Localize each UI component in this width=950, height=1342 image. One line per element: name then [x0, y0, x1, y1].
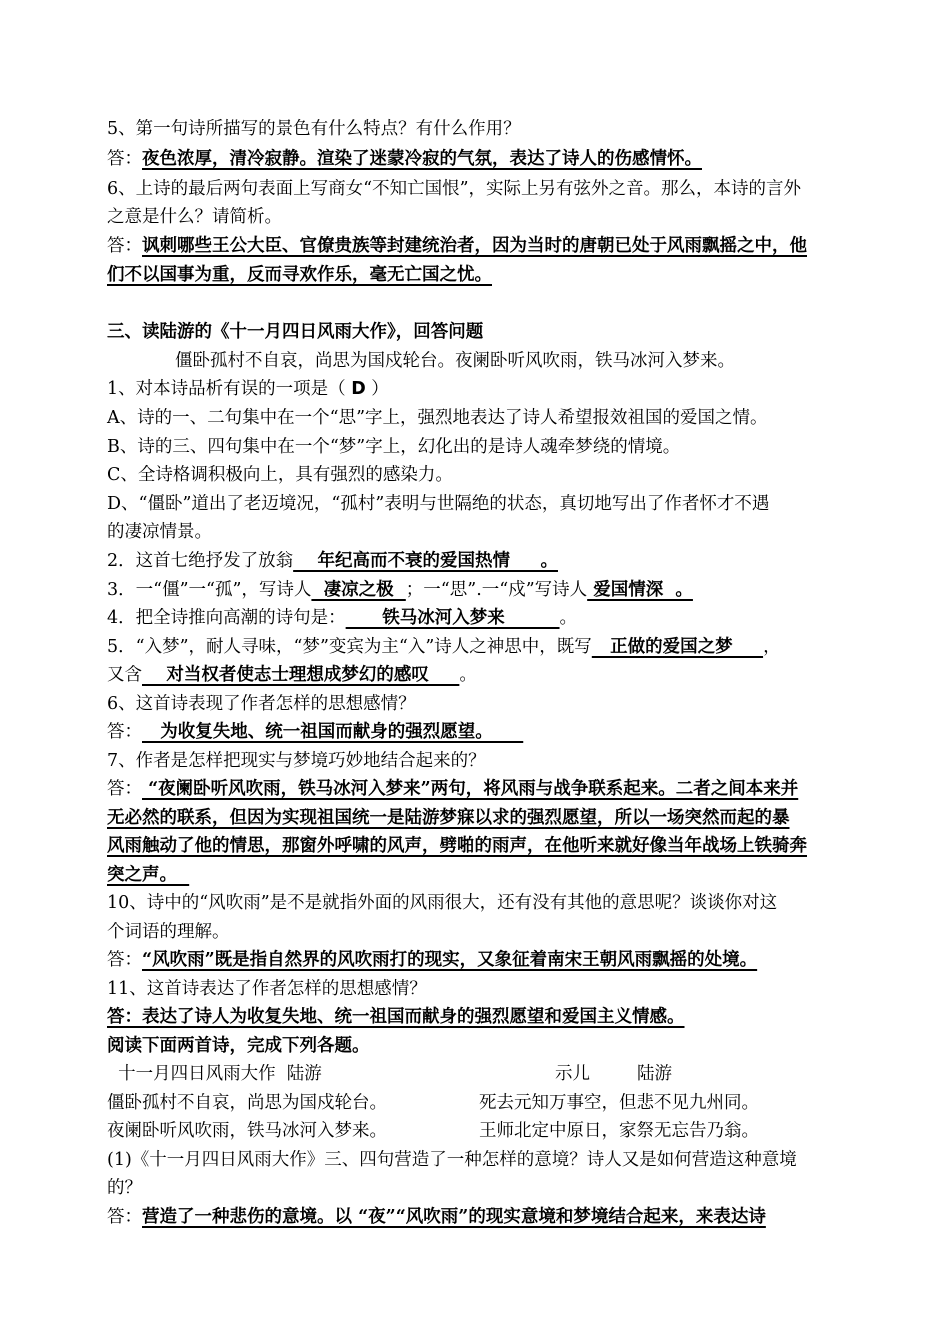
answer-prefix: 答：: [107, 236, 142, 256]
s3-q5b-post: 。: [459, 665, 477, 685]
poem1-line1: 僵卧孤村不自哀，尚思为国戍轮台。: [107, 1093, 387, 1113]
twopoems-titles: [107, 1061, 867, 1087]
twopoems-heading: 阅读下面两首诗，完成下列各题。: [107, 1036, 370, 1056]
s3-q1-pre: 1、对本诗品析有误的一项是（: [107, 379, 352, 399]
twopoems-q1-line2: 的？: [107, 1178, 142, 1198]
section3-heading: 三、读陆游的《十一月四日风雨大作》，回答问题: [107, 322, 484, 342]
s3-q7-question: 7、作者是怎样把现实与梦境巧妙地结合起来的？: [107, 751, 486, 771]
s3-q7-answer-line1: [107, 776, 867, 802]
twopoems-answer-line: [107, 1204, 867, 1230]
twopoems-answer: 营造了一种悲伤的意境。以 “夜”“风吹雨”的现实意境和梦境结合起来，来表达诗: [142, 1207, 766, 1227]
s3-q5-answer1: 正做的爱国之梦: [591, 637, 764, 657]
q5-answer-line: [107, 146, 867, 172]
s3-option-a: A、诗的一、二句集中在一个“思”字上，强烈地表达了诗人希望报效祖国的爱国之情。: [107, 408, 768, 428]
s3-q5-post: ，: [763, 637, 781, 657]
answer-prefix: 答：: [107, 149, 142, 169]
q6-answer-line1: [107, 233, 867, 259]
s3-q5b: [107, 662, 867, 688]
s3-q1-answer: D: [351, 379, 366, 399]
poem2-title: 示儿: [555, 1064, 590, 1084]
s3-option-d-line2: 的凄凉情景。: [107, 522, 212, 542]
twopoems-line2: [107, 1118, 867, 1144]
q6-answer-line2: [107, 262, 867, 288]
poem2-line1: 死去元知万事空，但悲不见九州同。: [479, 1093, 759, 1113]
twopoems-line1: [107, 1090, 867, 1116]
s3-q7-answer-line2-text: 无必然的联系，但因为实现祖国统一是陆游梦寐以求的强烈愿望，所以一场突然而起的暴: [107, 808, 790, 828]
poem1-line2: 夜阑卧听风吹雨，铁马冰河入梦来。: [107, 1121, 387, 1141]
s3-q5b-answer: 对当权者使志士理想成梦幻的感叹: [142, 665, 460, 685]
s3-q4-post: 。: [559, 608, 578, 628]
s3-q5: [107, 634, 867, 660]
s3-q2-pre: 2．这首七绝抒发了放翁: [107, 551, 294, 571]
s3-q11-answer-line: [107, 1004, 867, 1030]
twopoems-q1-line1: (1)《十一月四日风雨大作》三、四句营造了一种怎样的意境？诗人又是如何营造这种意境: [107, 1150, 797, 1170]
s3-q3-answer1: 凄凉之极: [311, 580, 406, 600]
s3-q6-question: 6、这首诗表现了作者怎样的思想感情？: [107, 694, 416, 714]
s3-q7-answer-line3: [107, 833, 867, 859]
s3-q7-answer-line2: [107, 805, 867, 831]
poem2-author: 陆游: [637, 1064, 672, 1084]
answer-prefix: 答：: [107, 1207, 142, 1227]
s3-q2-answer: 年纪高而不衰的爱国热情 。: [293, 551, 558, 571]
s3-q7-answer-line4-text: 突之声。: [107, 865, 190, 885]
s3-q6-answer: 为收复失地、统一祖国而献身的强烈愿望。: [142, 722, 524, 742]
q6-question-line1: 6、上诗的最后两句表面上写商女“不知亡国恨”，实际上另有弦外之音。那么，本诗的言外: [107, 179, 802, 199]
s3-q4-answer: 铁马冰河入梦来: [345, 608, 560, 628]
s3-q7-answer-line1-text: “夜阑卧听风吹雨，铁马冰河入梦来”两句，将风雨与战争联系起来。二者之间本来并: [142, 779, 799, 799]
answer-prefix: 答：: [107, 722, 142, 742]
q6-question-line2: 之意是什么？请简析。: [107, 207, 282, 227]
s3-option-c: C、全诗格调积极向上，具有强烈的感染力。: [107, 465, 453, 485]
poem1-title: 十一月四日风雨大作 陆游: [107, 1064, 322, 1084]
s3-q3: [107, 577, 867, 603]
s3-q11-question: 11、这首诗表达了作者怎样的思想感情？: [107, 979, 427, 999]
s3-option-b: B、诗的三、四句集中在一个“梦”字上，幻化出的是诗人魂牵梦绕的情境。: [107, 437, 681, 457]
s3-q10-question-line2: 个词语的理解。: [107, 922, 230, 942]
s3-q1-post: ）: [365, 379, 389, 399]
s3-q6-answer-line: [107, 719, 867, 745]
q5-answer: 夜色浓厚，清冷寂静。渲染了迷蒙冷寂的气氛，表达了诗人的伤感情怀。: [142, 149, 702, 169]
s3-q3-mid: ；一“思”.一“戍”写诗人: [405, 580, 588, 600]
s3-q4: [107, 605, 867, 631]
s3-q4-pre: 4．把全诗推向高潮的诗句是：: [107, 608, 346, 628]
s3-q3-pre: 3．一“僵”一“孤”，写诗人: [107, 580, 312, 600]
s3-option-d-line1: D、“僵卧”道出了老迈境况，“孤村”表明与世隔绝的状态，真切地写出了作者怀才不遇: [107, 494, 770, 514]
q6-answer-line1-text: 讽刺哪些王公大臣、官僚贵族等封建统治者，因为当时的唐朝已处于风雨飘摇之中，他: [142, 236, 807, 256]
section3-poem: 僵卧孤村不自哀，尚思为国戍轮台。夜阑卧听风吹雨，铁马冰河入梦来。: [175, 351, 735, 371]
s3-q10-answer: “风吹雨”既是指自然界的风吹雨打的现实，又象征着南宋王朝风雨飘摇的处境。: [142, 950, 758, 970]
q5-question: 5、第一句诗所描写的景色有什么特点？有什么作用？: [107, 119, 521, 139]
s3-q11-answer: 答：表达了诗人为收复失地、统一祖国而献身的强烈愿望和爱国主义情感。: [107, 1007, 685, 1027]
s3-q7-answer-line4: [107, 862, 867, 888]
s3-q5-pre: 5．“入梦”，耐人寻味，“梦”变宾为主“入”诗人之神思中，既写: [107, 637, 592, 657]
s3-q3-answer2: 爱国情深 。: [587, 580, 693, 600]
s3-q10-question-line1: 10、诗中的“风吹雨”是不是就指外面的风雨很大，还有没有其他的意思呢？谈谈你对这: [107, 893, 778, 913]
q6-answer-line2-text: 们不以国事为重，反而寻欢作乐，毫无亡国之忧。: [107, 265, 492, 285]
s3-q2: [107, 548, 867, 574]
s3-q1: [107, 376, 867, 402]
answer-prefix: 答：: [107, 779, 142, 799]
s3-q5b-pre: 又含: [107, 665, 142, 685]
poem2-line2: 王师北定中原日，家祭无忘告乃翁。: [479, 1121, 759, 1141]
s3-q7-answer-line3-text: 风雨触动了他的情思，那窗外呼啸的风声，劈啪的雨声，在他听来就好像当年战场上铁骑奔: [107, 836, 807, 856]
s3-q10-answer-line: [107, 947, 867, 973]
answer-prefix: 答：: [107, 950, 142, 970]
